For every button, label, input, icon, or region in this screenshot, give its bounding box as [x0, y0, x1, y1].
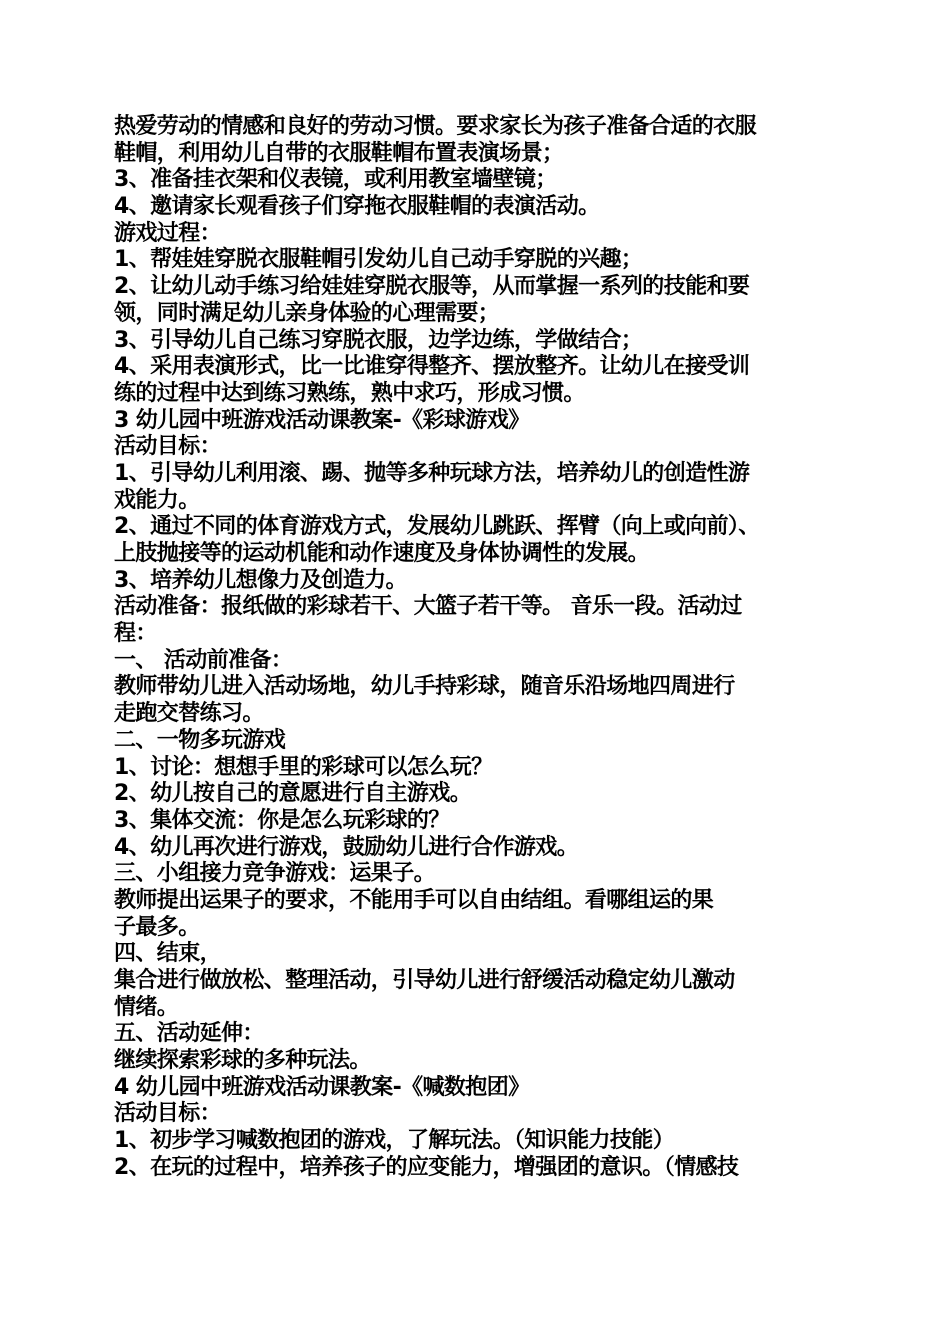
text-line: 4、采用表演形式，比一比谁穿得整齐、摆放整齐。让幼儿在接受训 — [114, 354, 750, 380]
text-line: 4、幼儿再次进行游戏，鼓励幼儿进行合作游戏。 — [114, 834, 579, 860]
text-line: 2、让幼儿动手练习给娃娃穿脱衣服等，从而掌握一系列的技能和要 — [114, 274, 750, 300]
text-line: 1、讨论：想想手里的彩球可以怎么玩？ — [114, 754, 493, 780]
text-line: 教师提出运果子的要求，不能用手可以自由结组。看哪组运的果 — [114, 887, 714, 913]
text-line: 子最多。 — [114, 914, 200, 940]
text-line: 1、帮娃娃穿脱衣服鞋帽引发幼儿自己动手穿脱的兴趣； — [114, 247, 643, 273]
text-line: 戏能力。 — [114, 487, 200, 513]
text-line: 程： — [114, 621, 157, 647]
text-line: 1、初步学习喊数抱团的游戏，了解玩法。（知识能力技能） — [114, 1128, 675, 1154]
text-line: 活动准备：报纸做的彩球若干、大篮子若干等。 音乐一段。活动过 — [114, 594, 742, 620]
text-line: 集合进行做放松、整理活动，引导幼儿进行舒缓活动稳定幼儿激动 — [114, 968, 735, 993]
text-line: 一、 活动前准备： — [114, 647, 293, 673]
text-line: 四、结束， — [114, 941, 222, 967]
text-line: 鞋帽，利用幼儿自带的衣服鞋帽布置表演场景； — [114, 140, 564, 166]
text-line: 走跑交替练习。 — [114, 701, 264, 727]
text-line: 2、在玩的过程中，培养孩子的应变能力，增强团的意识。（情感技 — [114, 1154, 739, 1180]
text-line: 教师带幼儿进入活动场地，幼儿手持彩球，随音乐沿场地四周进行 — [114, 674, 735, 700]
text-line: 3、准备挂衣架和仪表镜，或利用教室墙壁镜； — [114, 167, 557, 193]
text-line: 上肢抛接等的运动机能和动作速度及身体协调性的发展。 — [114, 541, 650, 566]
text-line: 三、小组接力竞争游戏：运果子。 — [114, 861, 436, 887]
text-line: 2、通过不同的体育游戏方式，发展幼儿跳跃、挥臂（向上或向前）、 — [114, 514, 760, 540]
text-line: 二、一物多玩游戏 — [114, 727, 286, 753]
text-line: 练的过程中达到练习熟练，熟中求巧，形成习惯。 — [114, 380, 585, 406]
text-line: 3 幼儿园中班游戏活动课教案-《彩球游戏》 — [114, 407, 530, 433]
text-line: 3、集体交流：你是怎么玩彩球的？ — [114, 807, 450, 833]
text-line: 2、幼儿按自己的意愿进行自主游戏。 — [114, 781, 472, 807]
text-line: 继续探索彩球的多种玩法。 — [114, 1048, 371, 1074]
text-line: 热爱劳动的情感和良好的劳动习惯。要求家长为孩子准备合适的衣服 — [114, 114, 757, 139]
text-line: 游戏过程： — [114, 220, 222, 246]
document-body — [114, 114, 844, 1182]
text-line: 情绪。 — [114, 994, 179, 1020]
text-line: 活动目标： — [114, 434, 222, 460]
text-line: 1、引导幼儿利用滚、踢、抛等多种玩球方法，培养幼儿的创造性游 — [114, 460, 750, 486]
text-line: 4 幼儿园中班游戏活动课教案-《喊数抱团》 — [114, 1074, 530, 1100]
text-line: 五、活动延伸： — [114, 1021, 264, 1047]
text-line: 4、邀请家长观看孩子们穿拖衣服鞋帽的表演活动。 — [114, 194, 600, 220]
text-line: 3、引导幼儿自己练习穿脱衣服，边学边练，学做结合； — [114, 327, 643, 353]
text-line: 3、培养幼儿想像力及创造力。 — [114, 567, 407, 593]
text-line: 活动目标： — [114, 1101, 222, 1127]
text-line: 领，同时满足幼儿亲身体验的心理需要； — [114, 300, 500, 326]
